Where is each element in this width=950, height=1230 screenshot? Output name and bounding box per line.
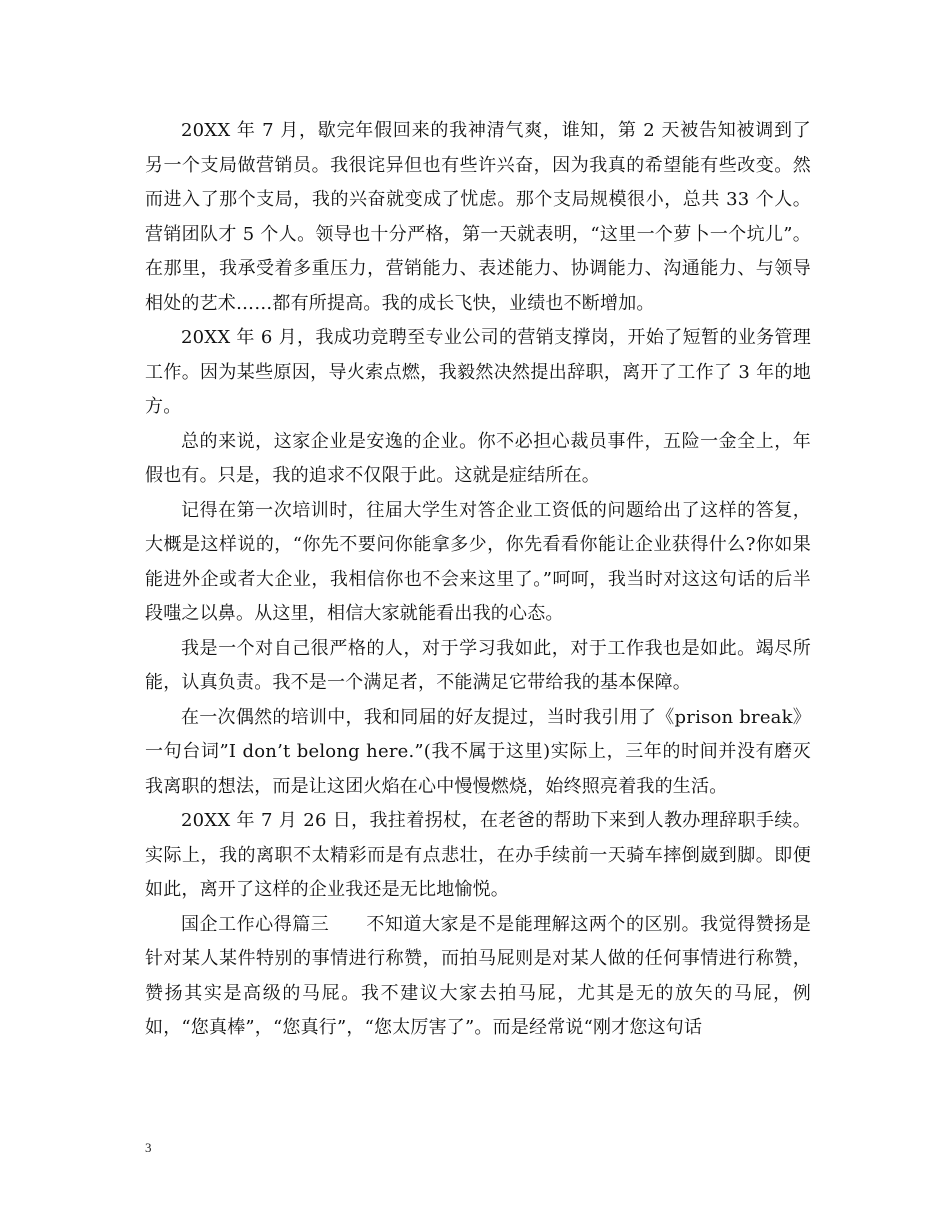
paragraph-5: 我是一个对自己很严格的人，对于学习我如此，对于工作我也是如此。竭尽所能，认真负责。我不是一个满足者，不能满足它带给我的基本保障。 xyxy=(145,637,811,693)
paragraph-8: 国企工作心得篇三 不知道大家是不是能理解这两个的区别。我觉得赞扬是针对某人某件特别的事情进行称赞，而拍马屁则是对某人做的任何事情进行称赞，赞扬其实是高级的马屁。我不建议大家去拍马屁，尤其是无的放矢的马屁，例如，“您真棒”，“您真行”，“您太厉害了”。而是经常说“刚才您这句话 xyxy=(145,913,811,1038)
paragraph-4: 记得在第一次培训时，往届大学生对答企业工资低的问题给出了这样的答复，大概是这样说的，“你先不要问你能拿多少，你先看看你能让企业获得什么?你如果能进外企或者大企业，我相信你也不会来这里了。”呵呵，我当时对这这句话的后半段嗤之以鼻。从这里，相信大家就能看出我的心态。 xyxy=(145,499,811,624)
paragraph-6: 在一次偶然的培训中，我和同届的好友提过，当时我引用了《prison break》一句台词”I don’t belong here.”(我不属于这里)实际上，三年的时间并没有磨灭我离职的想法，而是让这团火焰在心中慢慢燃烧，始终照亮着我的生活。 xyxy=(145,706,811,797)
paragraph-7: 20XX 年 7 月 26 日，我拄着拐杖，在老爸的帮助下来到人教办理辞职手续。实际上，我的离职不太精彩而是有点悲壮，在办手续前一天骑车摔倒崴到脚。即便如此，离开了这样的企业我还是无比地愉悦。 xyxy=(145,810,811,900)
paragraph-3: 总的来说，这家企业是安逸的企业。你不必担心裁员事件，五险一金全上，年假也有。只是，我的追求不仅限于此。这就是症结所在。 xyxy=(145,430,811,486)
paragraph-1: 20XX 年 7 月，歇完年假回来的我神清气爽，谁知，第 2 天被告知被调到了另一个支局做营销员。我很诧异但也有些许兴奋，因为我真的希望能有些改变。然而进入了那个支局，我的兴奋就变成了忧虑。那个支局规模很小，总共 33 个人。营销团队才 5 个人。领导也十分严格，第一天就表明，“这里一个萝卜一个坑儿”。在那里，我承受着多重压力，营销能力、表述能力、协调能力、沟通能力、与领导相处的艺术……都有所提高。我的成长飞快，业绩也不断增加。 xyxy=(145,120,811,314)
document-body xyxy=(145,114,811,1046)
page-number: 3 xyxy=(145,1140,152,1155)
paragraph-2: 20XX 年 6 月，我成功竞聘至专业公司的营销支撑岗，开始了短暂的业务管理工作。因为某些原因，导火索点燃，我毅然决然提出辞职，离开了工作了 3 年的地方。 xyxy=(145,327,811,417)
